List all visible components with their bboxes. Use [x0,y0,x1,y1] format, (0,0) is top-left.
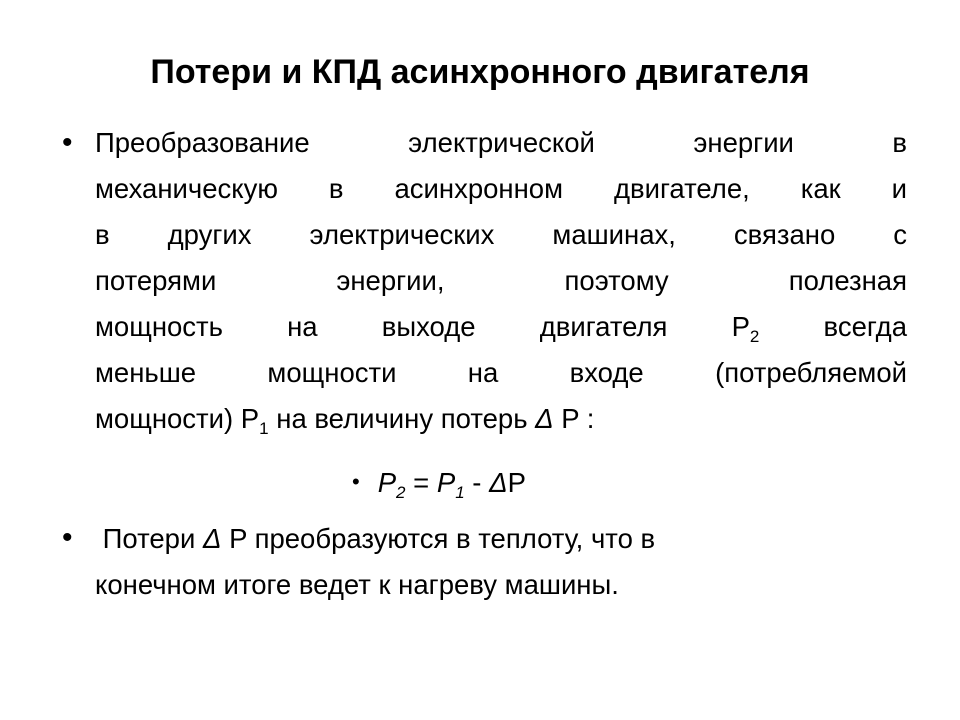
formula-equals: = [405,467,437,498]
paragraph-line [95,304,907,350]
slide-title: Потери и КПД асинхронного двигателя [150,53,810,91]
formula-p2: P [377,467,397,498]
paragraph-line: меньше мощности на входе (потребляемой [95,357,907,388]
text-run: на величину потерь [268,403,536,434]
subscript: 2 [396,483,406,502]
text-run: P : [553,403,595,434]
paragraph-line: потерями энергии, поэтому полезная [95,265,907,296]
paragraph-line [95,396,907,442]
formula-p1: P [436,467,456,498]
formula-minus: - [464,467,490,498]
text-run: всегда [759,311,908,342]
subscript: 1 [455,483,465,502]
subscript: 1 [259,419,269,438]
bullet-paragraph-1 [95,120,907,442]
delta-symbol: Δ [535,403,554,434]
text-run: мощности) P [95,403,260,434]
delta-symbol: Δ [202,523,222,554]
paragraph-line: механическую в асинхронном двигателе, как и [95,173,907,204]
loss-formula [352,462,526,503]
paragraph-line: Преобразование электрической энергии в [95,127,907,158]
paragraph-line [95,516,907,562]
bullet-dot-1: • [62,126,73,159]
text-run: P преобразуются в теплоту, что в [221,523,656,554]
paragraph-line: в других электрических машинах, связано с [95,219,907,250]
formula-bullet: • [352,469,360,494]
delta-symbol: Δ [489,467,508,498]
bullet-dot-2: • [62,521,73,554]
text-run: мощность на выходе двигателя P [95,311,750,342]
bullet-paragraph-2 [95,516,907,608]
paragraph-line: конечном итоге ведет к нагреву машины. [95,569,619,600]
formula-p: P [507,467,526,498]
subscript: 2 [749,327,760,346]
text-run: Потери [95,523,203,554]
